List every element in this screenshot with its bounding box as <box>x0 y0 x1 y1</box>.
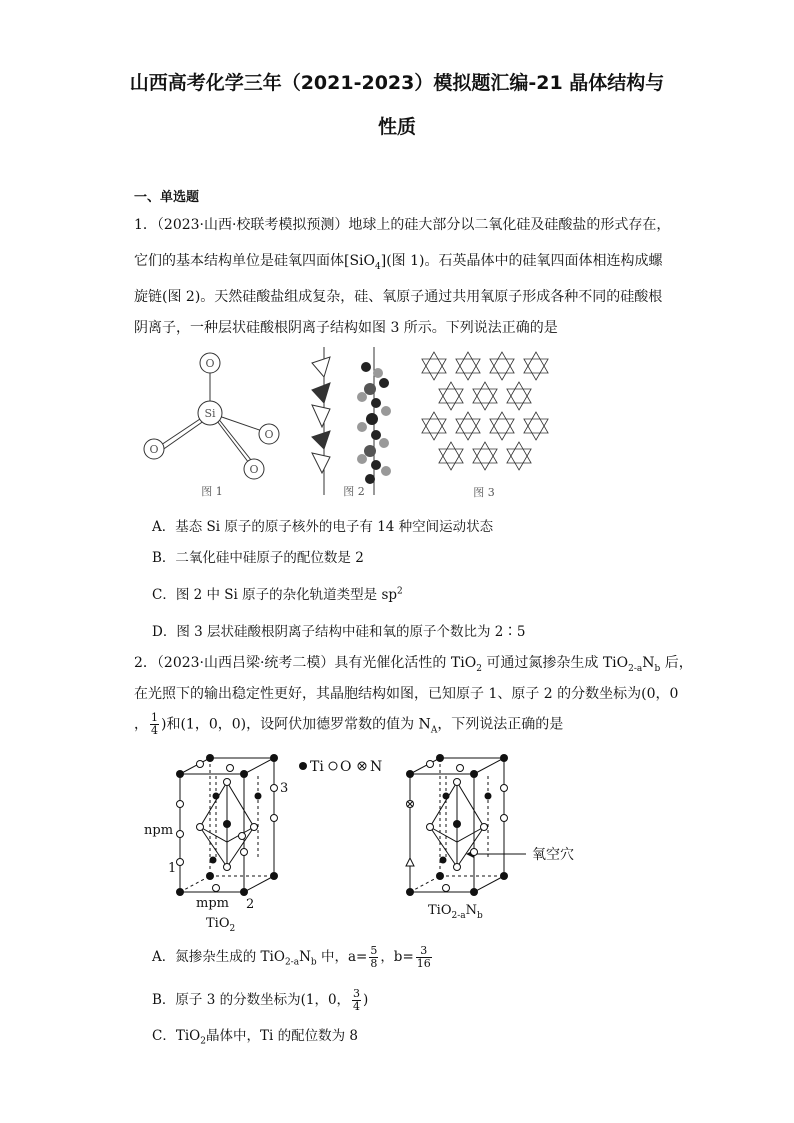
q2-option-a: A．氮掺杂生成的 $TiO_{2-a}N_b$ 中，a= $\frac{5}{8}$ ，b= $\frac{3}{16}$ <box>152 944 431 970</box>
fig3-tetrahedron-triangle <box>439 382 463 403</box>
fig1-tetrahedron <box>140 345 290 505</box>
q1-option-a: A．基态 Si 原子的原子核外的电子有 14 种空间运动状态 <box>152 519 494 535</box>
q1-option-c: C．图 2 中 Si 原子的杂化轨道类型是 $sp^2$ <box>152 586 403 603</box>
q1-option-b: B．二氧化硅中硅原子的配位数是 2 <box>152 550 364 566</box>
legend-o: O <box>340 759 352 775</box>
q2-line3: ， $\frac{1}{4}$ )和(1，0，0)，设阿伏加德罗常数的值为 $N_A$，下列说法正确的是 <box>134 711 564 737</box>
q1-option-d: D．图 3 层状硅酸根阴离子结构中硅和氧的原子个数比为 2∶5 <box>152 624 526 640</box>
fig3-tetrahedron-triangle <box>507 449 531 470</box>
fig1-o-label-right: O <box>264 428 274 441</box>
fig3-tetrahedron-triangle <box>473 442 497 463</box>
fig1-caption: 图 1 <box>201 485 223 498</box>
fig3-tetrahedron-triangle <box>507 389 531 410</box>
q2-unit-cell-figure <box>140 752 620 937</box>
legend-ti: Ti <box>310 759 324 775</box>
fig3-tetrahedron-triangle <box>524 412 548 433</box>
fig3-tetrahedron-triangle <box>490 419 514 440</box>
fig1-o-label-left: O <box>149 443 159 456</box>
doc-title-line2: 性质 <box>377 116 416 138</box>
fig3-tetrahedron-triangle <box>456 412 480 433</box>
fig3-tetrahedron-triangle <box>422 359 446 380</box>
caption-tio2-doped: $TiO_{2-a}N_b$ <box>428 903 483 921</box>
caption-tio2: TiO$_2$ <box>206 916 236 934</box>
fig3-tetrahedron-triangle <box>507 382 531 403</box>
fig3-tetrahedron-triangle <box>456 419 480 440</box>
fig3-tetrahedron-triangle <box>456 359 480 380</box>
section-heading: 一、单选题 <box>134 190 200 205</box>
fig2-caption: 图 2 <box>343 485 365 498</box>
label-atom-1: 1 <box>168 861 177 876</box>
q1-line3: 旋链(图 2)。天然硅酸盐组成复杂，硅、氧原子通过共用氧原子形成各种不同的硅酸根 <box>134 289 663 305</box>
fig3-silicate-network <box>422 352 552 502</box>
fig3-tetrahedron-triangle <box>490 412 514 433</box>
q2-line2: 在光照下的输出稳定性更好，其晶胞结构如图，已知原子 1、原子 2 的分数坐标为(0，0 <box>134 686 679 702</box>
fig3-tetrahedron-triangle <box>490 359 514 380</box>
fig3-tetrahedron-triangle <box>473 449 497 470</box>
fig3-tetrahedron-triangle <box>473 389 497 410</box>
fig3-tetrahedron-triangle <box>473 382 497 403</box>
fig3-tetrahedron-triangle <box>524 419 548 440</box>
fig3-tetrahedron-triangle <box>456 352 480 373</box>
fig3-caption: 图 3 <box>473 486 495 499</box>
fig3-tetrahedron-triangle <box>439 389 463 410</box>
q2-line1: 2．（2023·山西吕梁·统考二模）具有光催化活性的 TiO$_2$ 可通过氮掺杂生成 $TiO_{2-a}N_b$ 后， <box>134 655 693 674</box>
fig3-tetrahedron-triangle <box>507 442 531 463</box>
q2-option-b: B．原子 3 的分数坐标为(1，0， $\frac{3}{4}$ ) <box>152 987 369 1013</box>
legend-n: N <box>370 759 383 775</box>
fig3-tetrahedron-triangle <box>439 449 463 470</box>
q2-option-c: C．TiO$_2$晶体中，Ti 的配位数为 8 <box>152 1028 358 1047</box>
fig1-o-label-bottom: O <box>249 463 259 476</box>
label-oxygen-vacancy: 氧空穴 <box>532 847 574 863</box>
label-mpm: mpm <box>196 896 229 911</box>
doc-title-line1: 山西高考化学三年（2021-2023）模拟题汇编-21 晶体结构与 <box>129 72 665 94</box>
label-atom-3: 3 <box>280 781 289 796</box>
q1-line2: 它们的基本结构单位是硅氧四面体[SiO$_4$](图 1)。石英晶体中的硅氧四面体相连构成螺 <box>134 253 663 272</box>
fig3-tetrahedron-triangle <box>422 419 446 440</box>
q1-line1: 1．（2023·山西·校联考模拟预测）地球上的硅大部分以二氧化硅及硅酸盐的形式存在， <box>134 217 671 233</box>
label-atom-2: 2 <box>246 897 255 912</box>
fig1-o-label-top: O <box>205 357 215 370</box>
fig3-tetrahedron-triangle <box>422 412 446 433</box>
fig3-tetrahedron-triangle <box>524 359 548 380</box>
fig3-tetrahedron-triangle <box>439 442 463 463</box>
fig3-tetrahedron-triangle <box>524 352 548 373</box>
fig3-tetrahedron-triangle <box>490 352 514 373</box>
q1-line4: 阴离子，一种层状硅酸根阴离子结构如图 3 所示。下列说法正确的是 <box>134 320 558 336</box>
fig2-helix-chain <box>300 345 400 505</box>
fig3-tetrahedron-triangle <box>422 352 446 373</box>
fig1-si-label: Si <box>204 407 216 420</box>
label-npm: npm <box>144 823 174 838</box>
